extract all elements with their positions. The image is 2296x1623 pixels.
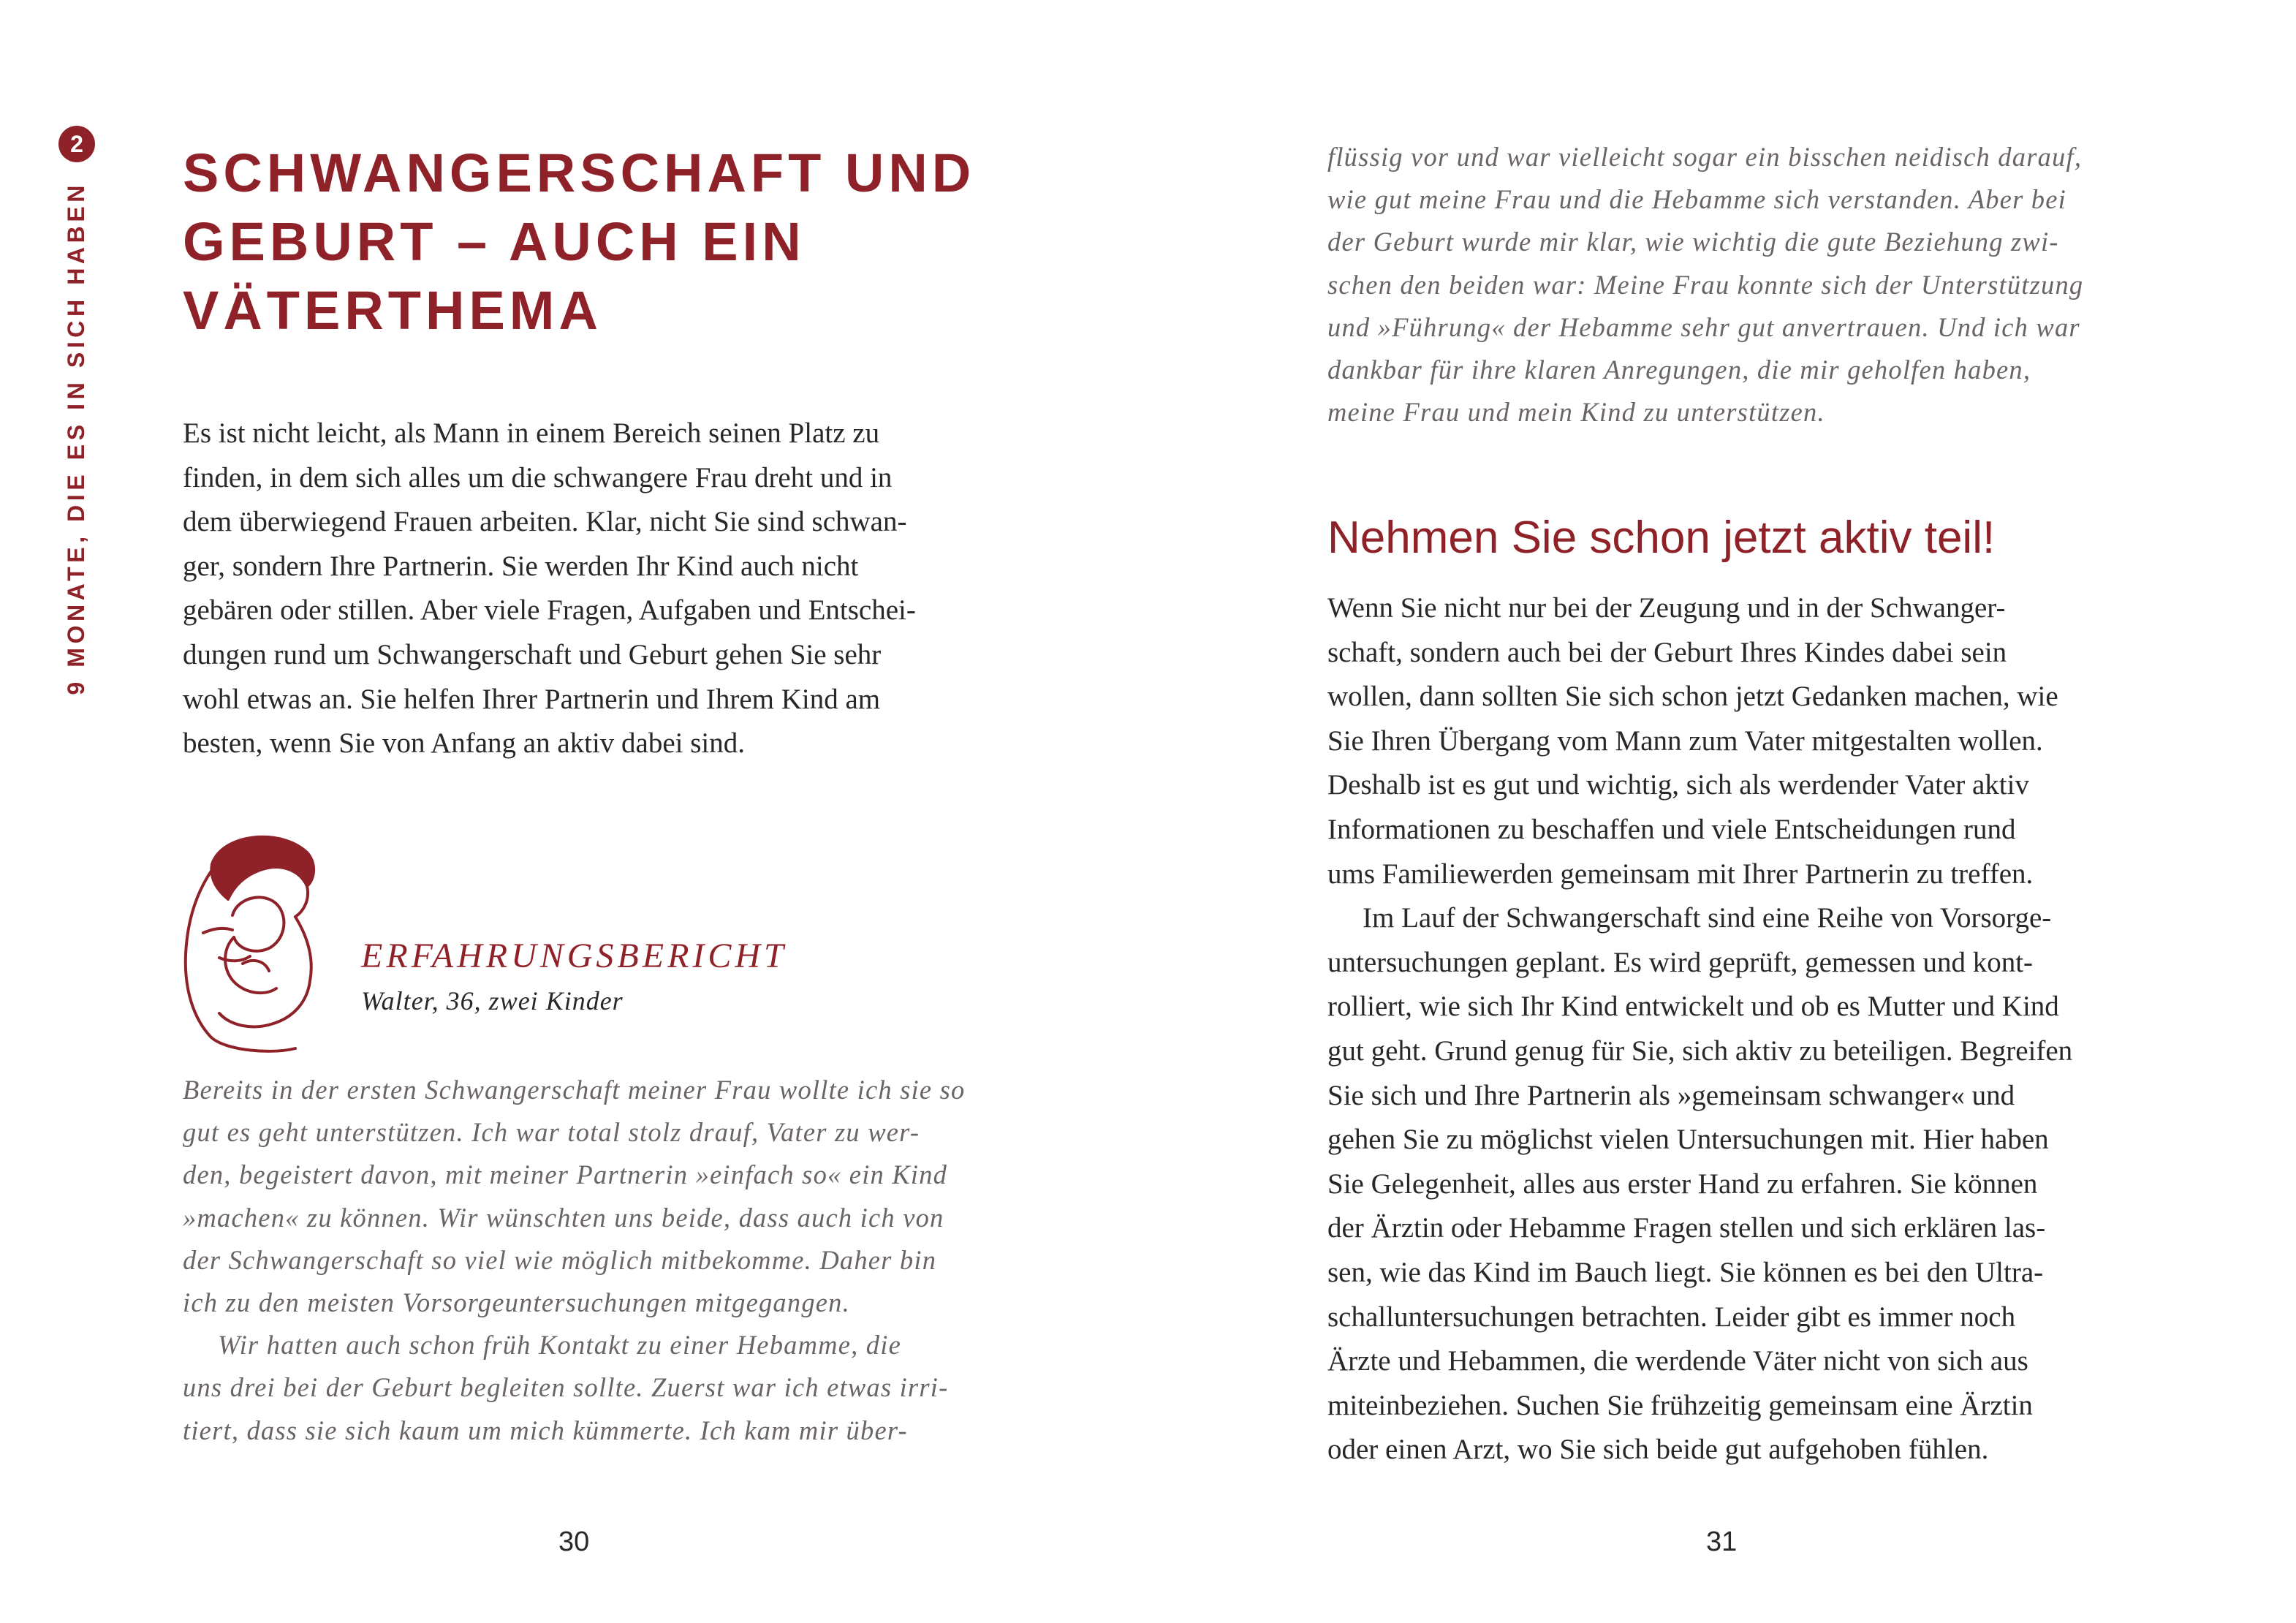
experience-report-heading: ERFAHRUNGSBERICHT (361, 937, 787, 975)
intro-paragraph (183, 412, 980, 766)
experience-report-continuation (1327, 136, 2114, 434)
body-paragraph: Wenn Sie nicht nur bei der Zeugung und in der Schwanger- schaft, sondern auch bei der Geburt Ihres Kindes dabei sein wollen, dann sollten Sie sich schon jetzt Gedanken machen, wie Sie Ihren Übergang vom Mann zum Vater mitgestalten wollen. Deshalb ist es gut und wichtig, sich als werdender Vater aktiv Informationen zu beschaffen und viele Entscheidungen rund ums Familiewerden gemeinsam mit Ihrer Partnerin zu treffen. (1327, 592, 2058, 890)
report-paragraph: Wir hatten auch schon früh Kontakt zu einer Hebamme, die uns drei bei der Geburt begleiten sollte. Zuerst war ich etwas irri- tiert, dass sie sich kaum um mich kümmerte. Ich kam mir über- (183, 1330, 949, 1445)
chapter-running-title: 9 MONATE, DIE ES IN SICH HABEN (63, 181, 89, 695)
right-page (1148, 0, 2296, 1623)
section-subheading: Nehmen Sie schon jetzt aktiv teil! (1327, 512, 1996, 563)
report-paragraph: Bereits in der ersten Schwangerschaft meiner Frau wollte ich sie so gut es geht unterstützen. Ich war total stolz drauf, Vater zu wer- den, begeistert davon, mit meiner Partnerin »einfach so« ein Kind »machen« zu können. Wir wünschten uns beide, dass auch ich von der Schwangerschaft so viel wie möglich mitbekomme. Daher bin ich zu den meisten Vorsorgeuntersuchungen mitgegangen. (183, 1075, 966, 1318)
section-body (1327, 586, 2117, 1472)
father-holding-baby-icon (171, 819, 317, 1053)
intro-text: Es ist nicht leicht, als Mann in einem Bereich seinen Platz zu finden, in dem sich alles um die schwangere Frau dreht und in dem überwiegend Frauen arbeiten. Klar, nicht Sie sind schwan- ger, sondern Ihre Partnerin. Sie werden Ihr Kind auch nicht gebären oder stillen. Aber viele Fragen, Aufgaben und Entschei- dungen rund um Schwangerschaft und Geburt gehen Sie sehr wohl etwas an. Sie helfen Ihrer Partnerin und Ihrem Kind am besten, wenn Sie von Anfang an aktiv dabei sind. (183, 417, 916, 760)
page-number: 31 (1706, 1526, 1738, 1557)
body-paragraph: Im Lauf der Schwangerschaft sind eine Reihe von Vorsorge- untersuchungen geplant. Es wird geprüft, gemessen und kont- rolliert, wie sich Ihr Kind entwickelt und ob es Mutter und Kind gut geht. Grund genug für Sie, sich aktiv zu beteiligen. Begreifen Sie sich und Ihre Partnerin als »gemeinsam schwanger« und gehen Sie zu möglichst vielen Untersuchungen mit. Hier haben Sie Gelegenheit, alles aus erster Hand zu erfahren. Sie können der Ärztin oder Hebamme Fragen stellen und sich erklären las- sen, wie das Kind im Bauch liegt. Sie können es bei den Ultra- schalluntersuchungen betrachten. Leider gibt es immer noch Ärzte und Hebammen, die werdende Väter nicht von sich aus miteinbeziehen. Suchen Sie frühzeitig gemeinsam eine Ärztin oder einen Arzt, wo Sie sich beide gut aufgehoben fühlen. (1327, 902, 2073, 1466)
experience-report-author: Walter, 36, zwei Kinder (361, 986, 624, 1015)
page-title: SCHWANGERSCHAFT UND GEBURT – AUCH EIN VÄTERTHEMA (183, 143, 976, 341)
page-number: 30 (558, 1526, 590, 1557)
chapter-number-badge: 2 (58, 126, 95, 162)
report-paragraph: flüssig vor und war vielleicht sogar ein bisschen neidisch darauf, wie gut meine Frau und die Hebamme sich verstanden. Aber bei der Geburt wurde mir klar, wie wichtig die gute Beziehung zwi- schen den beiden war: Meine Frau konnte sich der Unterstützung und »Führung« der Hebamme sehr gut anvertrauen. Und ich war dankbar für ihre klaren Anregungen, die mir geholfen haben, meine Frau und mein Kind zu unterstützen. (1327, 142, 2084, 428)
experience-report-text (183, 1069, 972, 1452)
